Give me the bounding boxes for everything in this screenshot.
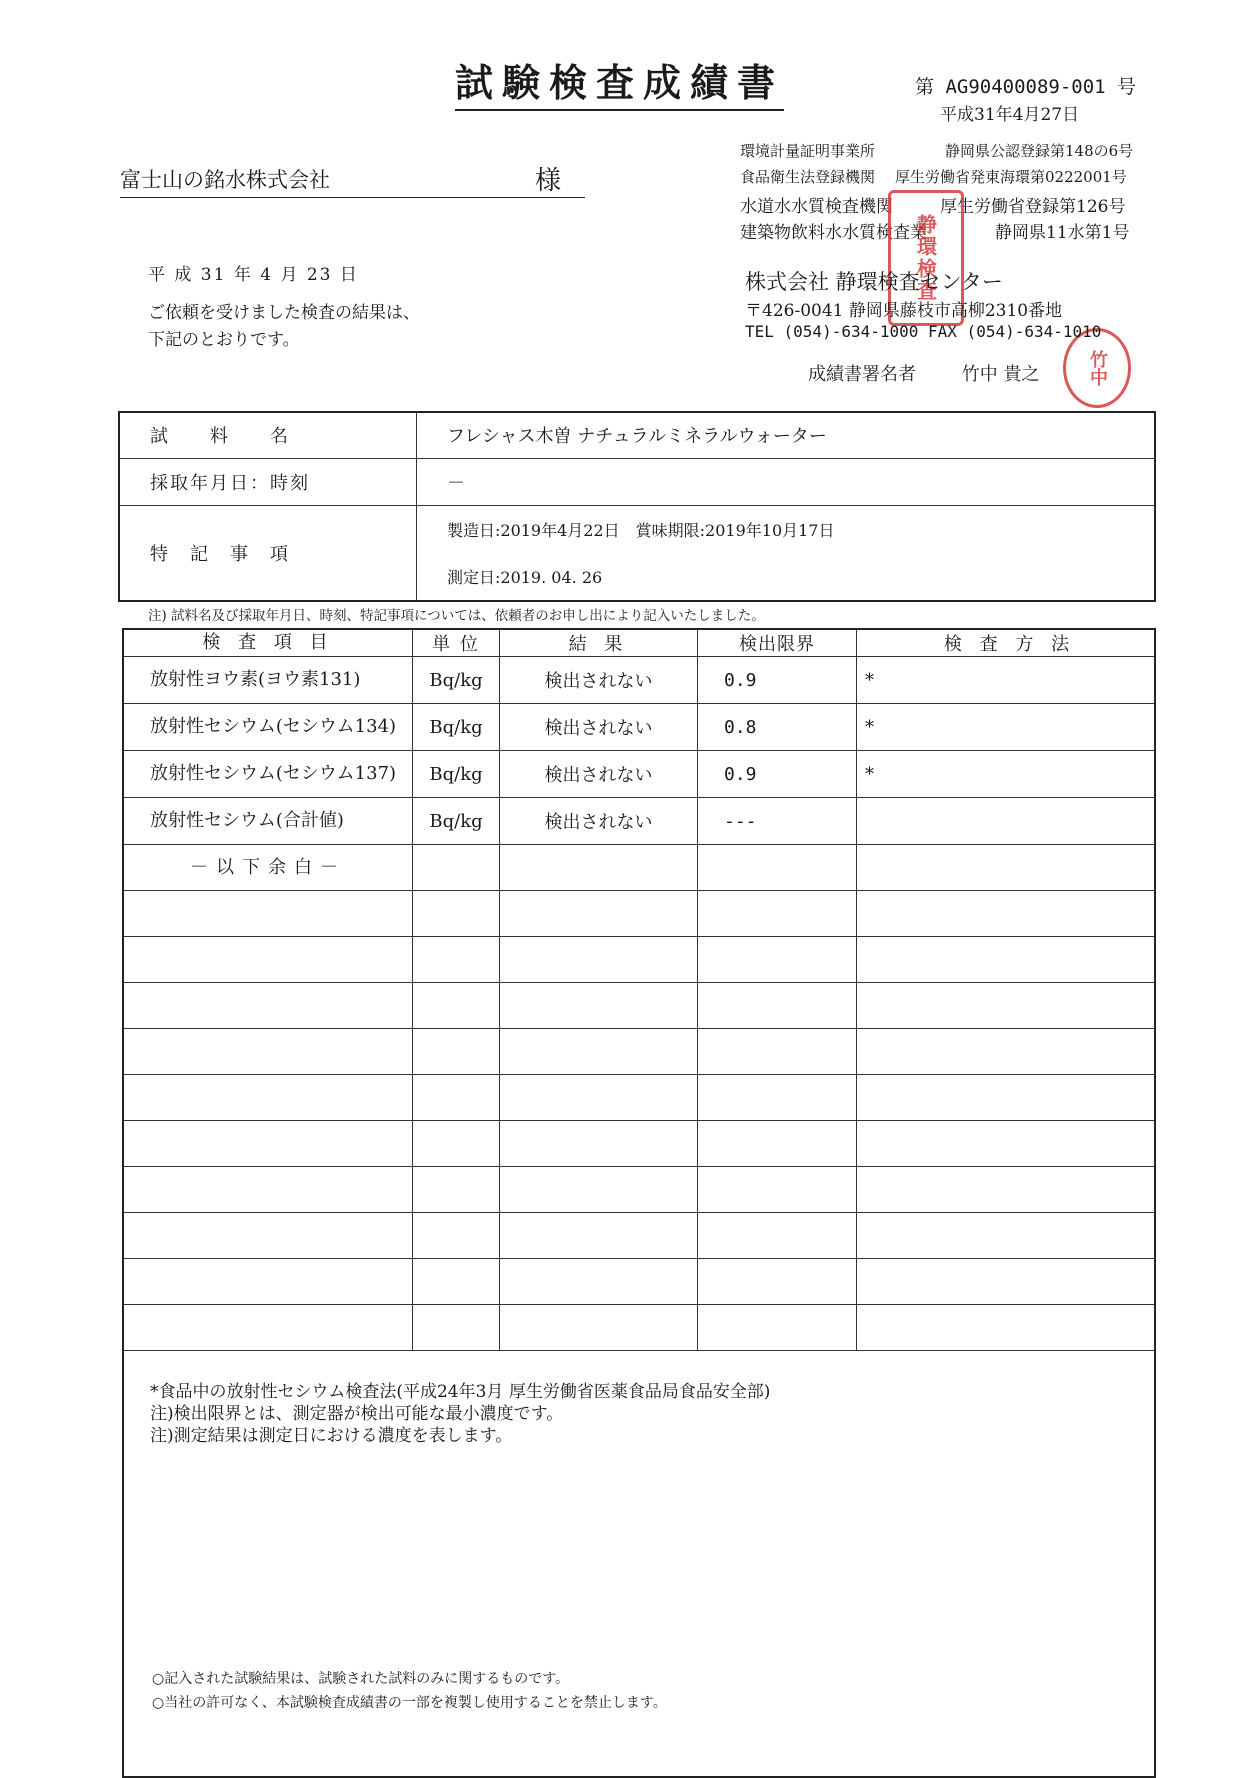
empty-row (123, 1167, 1155, 1213)
empty-row (123, 1259, 1155, 1305)
header-result: 結 果 (500, 629, 698, 657)
issue-date: 平成31年4月27日 (940, 105, 1080, 125)
bottom-note-2: ○当社の許可なく、本試験検査成績書の一部を複製し使用することを禁止します。 (152, 1695, 667, 1711)
personal-seal-stamp: 竹中 (1063, 328, 1131, 408)
registration-label: 水道水水質検査機関 (740, 197, 893, 217)
request-text-line1: ご依頼を受けました検査の結果は、 (148, 303, 420, 323)
sample-name-value: フレシャス木曽 ナチュラルミネラルウォーター (417, 412, 1156, 458)
issuer-address: 〒426-0041 静岡県藤枝市高柳2310番地 (745, 301, 1063, 321)
table-row (123, 704, 1155, 751)
header-method: 検 査 方 法 (857, 629, 1156, 657)
sample-notes-line1: 製造日:2019年4月22日 賞味期限:2019年10月17日 (447, 520, 835, 540)
header-item: 検 査 項 目 (123, 629, 413, 657)
registration-2 (740, 166, 1160, 186)
empty-row (123, 1305, 1155, 1351)
row-unit: Bq/kg (413, 751, 500, 798)
header-unit: 単 位 (413, 629, 500, 657)
row-unit: Bq/kg (413, 798, 500, 845)
table-row (123, 751, 1155, 798)
sample-info-table (118, 411, 1156, 602)
row-result: 検出されない (500, 657, 698, 704)
recipient-honorific: 様 (535, 166, 562, 196)
issuer-phone-fax: TEL (054)-634-1000 FAX (054)-634-1010 (745, 322, 1102, 341)
row-item: 放射性セシウム(セシウム134) (123, 704, 413, 751)
request-text-line2: 下記のとおりです。 (148, 330, 300, 350)
registration-label: 食品衛生法登録機関 (740, 168, 876, 186)
registration-value: 厚生労働省発東海環第0222001号 (895, 168, 1127, 186)
sample-notes-row (119, 505, 1155, 601)
signer (808, 360, 1039, 386)
footnote-method: *食品中の放射性セシウム検査法(平成24年3月 厚生労働省医薬食品局食品安全部) (150, 1382, 771, 1402)
row-unit: Bq/kg (413, 704, 500, 751)
document-number: 第 AG90400089-001 号 (915, 76, 1137, 98)
sample-datetime-value: － (417, 458, 1156, 505)
company-seal-stamp: 静環検査 (888, 190, 964, 326)
recipient-company: 富士山の銘水株式会社 (120, 168, 330, 192)
row-limit: --- (698, 798, 857, 845)
row-method (857, 798, 1156, 845)
sample-info-note: 注) 試料名及び採取年月日、時刻、特記事項については、依頼者のお申し出により記入いたしました。 (148, 608, 765, 624)
sample-datetime-row (119, 458, 1155, 505)
registration-1 (740, 140, 1160, 160)
row-limit: 0.9 (698, 657, 857, 704)
request-date: 平 成 31 年 4 月 23 日 (148, 265, 359, 285)
empty-row (123, 891, 1155, 937)
row-item: 放射性セシウム(合計値) (123, 798, 413, 845)
row-item: 放射性ヨウ素(ヨウ素131) (123, 657, 413, 704)
sample-notes-value (417, 505, 1156, 601)
registration-value: 静岡県公認登録第148の6号 (945, 142, 1134, 160)
empty-row (123, 1213, 1155, 1259)
table-row (123, 798, 1155, 845)
footnote-measurement: 注)測定結果は測定日における濃度を表します。 (150, 1426, 513, 1446)
empty-row (123, 1029, 1155, 1075)
registration-value: 静岡県11水第1号 (995, 223, 1130, 243)
sample-notes-label: 特 記 事 項 (119, 505, 417, 601)
row-result: 検出されない (500, 704, 698, 751)
row-result: 検出されない (500, 798, 698, 845)
empty-row (123, 1075, 1155, 1121)
row-limit: 0.8 (698, 704, 857, 751)
registration-label: 環境計量証明事業所 (740, 142, 876, 160)
header-limit: 検出限界 (698, 629, 857, 657)
registration-label: 建築物飲料水水質検査業 (740, 223, 927, 243)
results-footnote-row (123, 1351, 1155, 1778)
table-row (123, 657, 1155, 704)
sample-datetime-label: 採取年月日：時刻 (119, 458, 417, 505)
recipient-name (120, 164, 585, 198)
results-footnotes (123, 1351, 1155, 1778)
issuer-company: 株式会社 静環検査センター (745, 270, 1003, 294)
registration-value: 厚生労働省登録第126号 (940, 197, 1126, 217)
results-table (122, 628, 1156, 1778)
empty-row (123, 937, 1155, 983)
document-title: 試験検査成績書 (455, 52, 784, 111)
sample-notes-line2: 測定日:2019. 04. 26 (447, 567, 603, 587)
footnote-limit: 注)検出限界とは、測定器が検出可能な最小濃度です。 (150, 1404, 564, 1424)
sample-name-row (119, 412, 1155, 458)
empty-row (123, 983, 1155, 1029)
row-result: 検出されない (500, 751, 698, 798)
sample-name-label: 試 料 名 (119, 412, 417, 458)
empty-row (123, 1121, 1155, 1167)
end-marker-row (123, 845, 1155, 891)
row-method: * (857, 657, 1156, 704)
results-header-row (123, 629, 1155, 657)
signer-label: 成績書署名者 (808, 364, 916, 385)
row-method: * (857, 751, 1156, 798)
row-limit: 0.9 (698, 751, 857, 798)
bottom-note-1: ○記入された試験結果は、試験された試料のみに関するものです。 (152, 1671, 570, 1687)
row-method: * (857, 704, 1156, 751)
row-item: 放射性セシウム(セシウム137) (123, 751, 413, 798)
signer-name: 竹中 貴之 (961, 364, 1040, 385)
row-unit: Bq/kg (413, 657, 500, 704)
end-marker: －以下余白－ (123, 845, 413, 891)
